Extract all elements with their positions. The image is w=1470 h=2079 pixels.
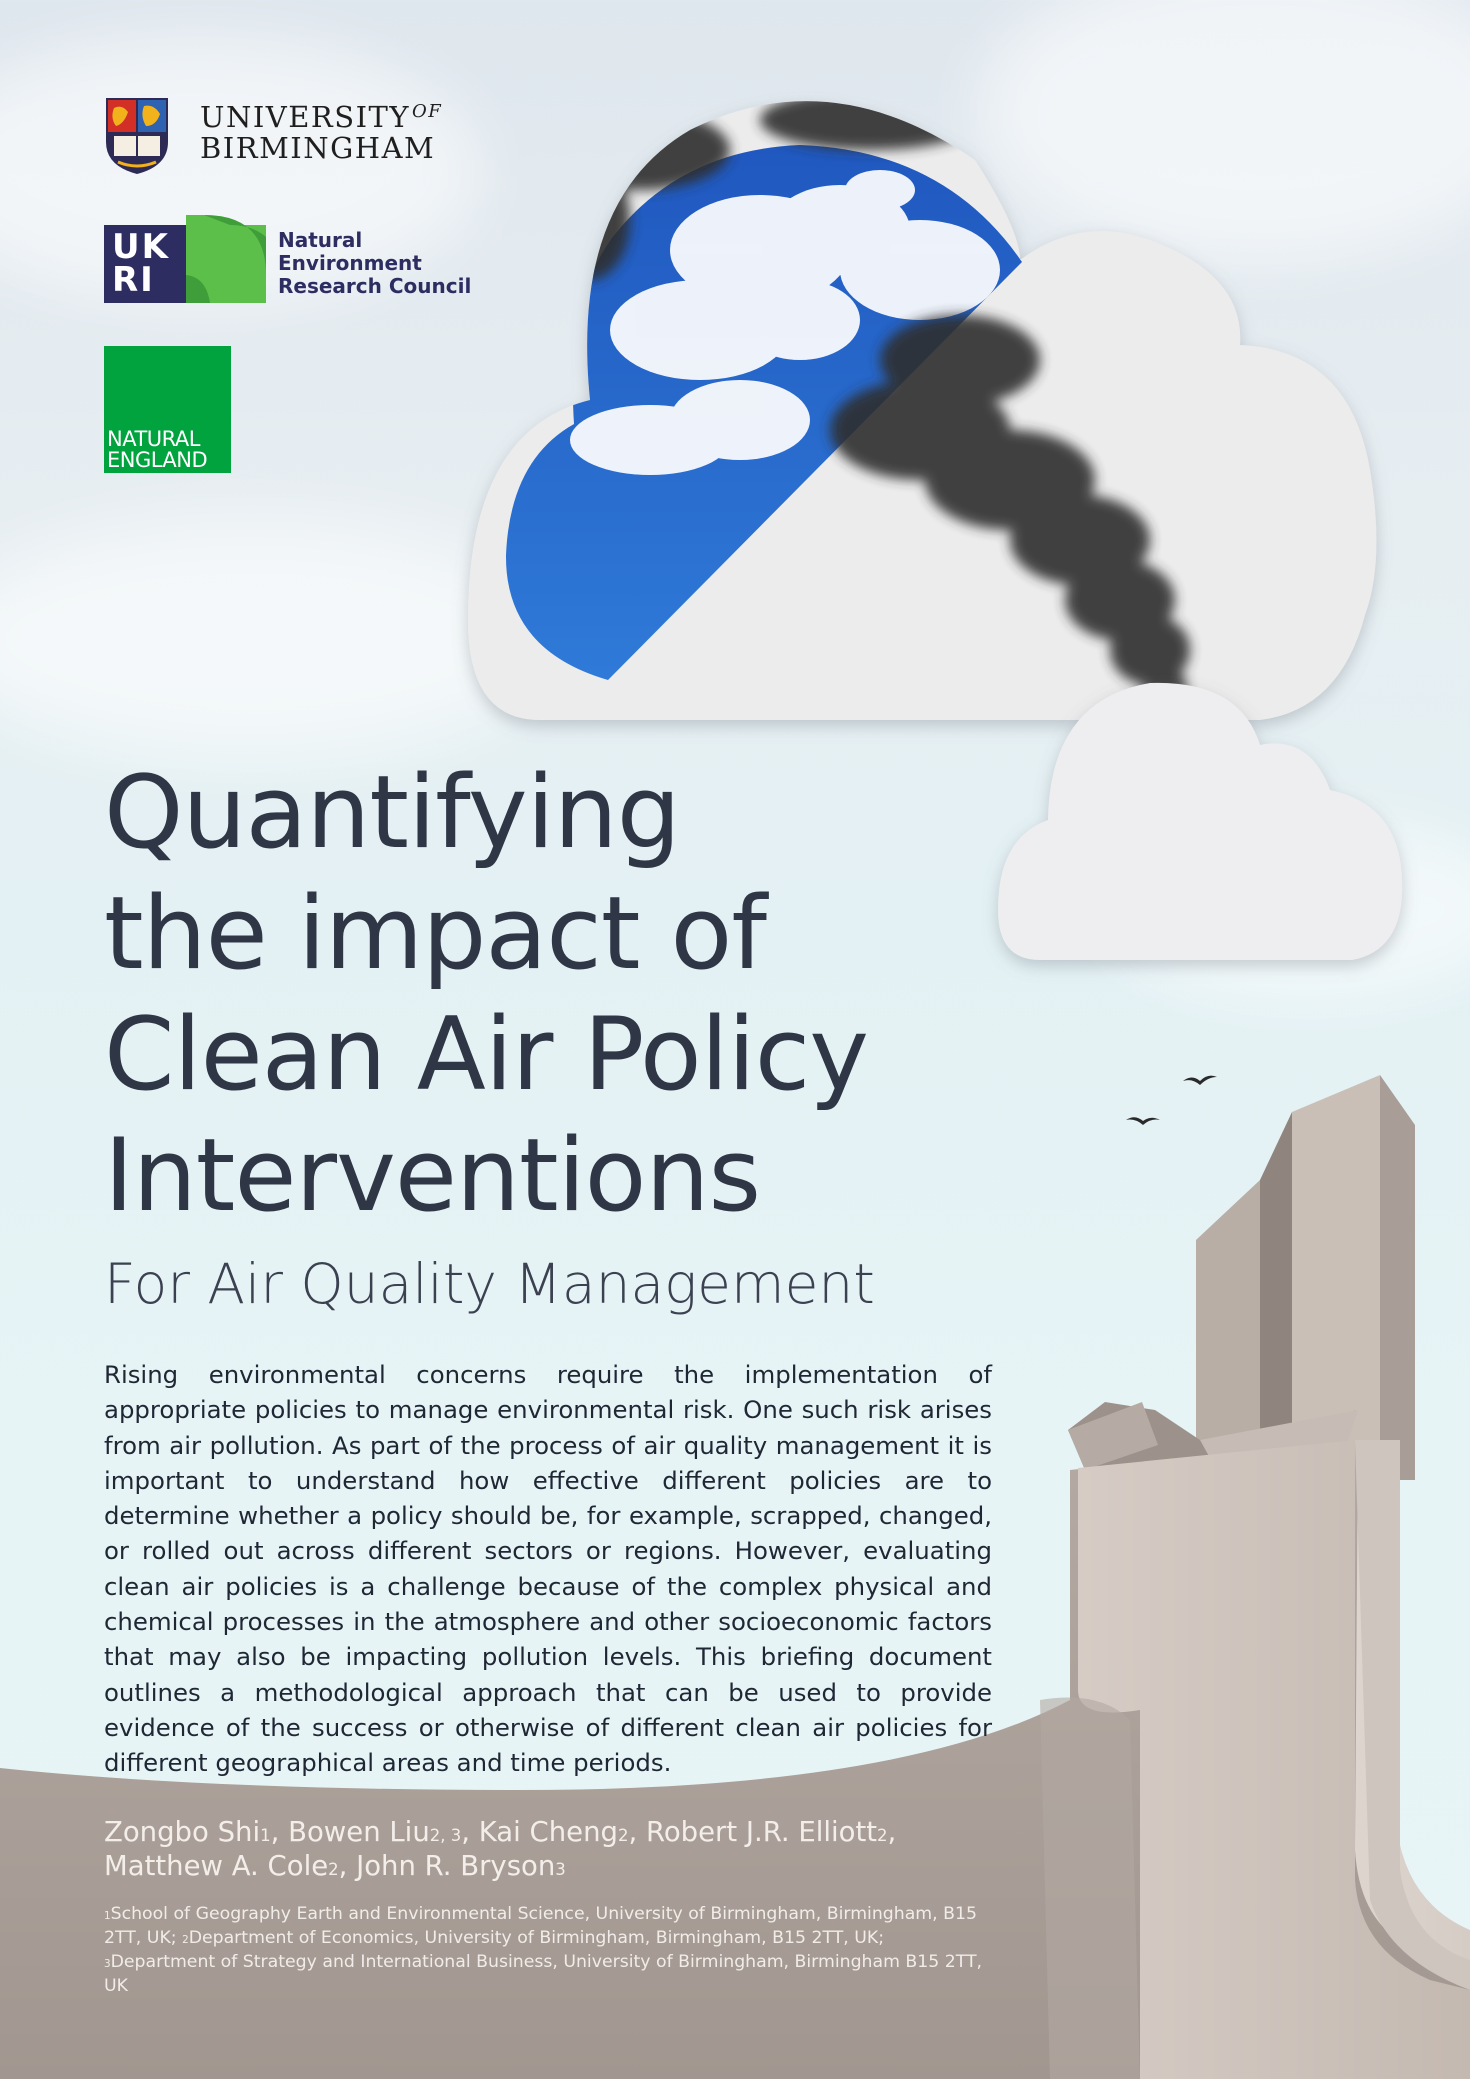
affiliation: Department of Strategy and International Business, University of Birmingham, Birmingham B15 2TT, UK <box>104 1952 983 1996</box>
author-name: Bowen Liu <box>288 1816 430 1848</box>
author-list: Zongbo Shi$^1$, Bowen Liu$^{2, 3}$, Kai Cheng$^2$, Robert J.R. Elliott$^2$, Matthew A. Cole$^2$, John R. Bryson$^3$ <box>104 1816 897 1882</box>
natural-england-wordmark: NATURAL ENGLAND <box>107 427 208 472</box>
affiliation: School of Geography Earth and Environmental Science, University of Birmingham, Birmingham, B15 2TT, UK; <box>104 1904 977 1948</box>
author-name: Matthew A. Cole <box>104 1850 329 1882</box>
small-cloud-shape <box>998 683 1402 960</box>
nerc-wordmark: Natural Environment Research Council <box>278 228 472 298</box>
university-wordmark: UNIVERSITY $^{OF}$ BIRMINGHAM <box>200 100 443 165</box>
author-name: John R. Bryson <box>356 1850 556 1882</box>
ukri-mark: UK RI <box>104 225 186 303</box>
author-name: Kai Cheng <box>478 1816 618 1848</box>
page-subtitle: For Air Quality Management <box>104 1252 875 1316</box>
author-name: Robert J.R. Elliott <box>645 1816 878 1848</box>
page-title: Quantifying the impact of Clean Air Policy Interventions <box>104 753 869 1234</box>
author-name: Zongbo Shi <box>104 1816 261 1848</box>
affiliation: Department of Economics, University of Birmingham, Birmingham, B15 2TT, UK; <box>188 1928 885 1948</box>
summary-paragraph: Rising environmental concerns require the implementation of appropriate policies to manage environmental risk. One such risk arises from air pollution. As part of the process of air quality management it is important to understand how effective different policies are to determine whether a policy should be, for example, scrapped, changed, or rolled out across different sectors or regions. However, evaluating clean air policies is a challenge because of the complex physical and chemical processes in the atmosphere and other socioeconomic factors that may also be impacting pollution levels. This briefing document outlines a methodological approach that can be used to provide evidence of the success or otherwise of different clean air policies for different geographical areas and time periods. <box>104 1360 992 1778</box>
affiliation-list: $^1$School of Geography Earth and Environmental Science, University of Birmingham, Birmingham, B15 2TT, UK; $^2$Department of Economics, University of Birmingham, Birmingham, B15 2TT, UK; $^3$Department of Strategy and International Business, University of Birmingham, Birmingham B15 2TT, UK <box>104 1904 983 1996</box>
